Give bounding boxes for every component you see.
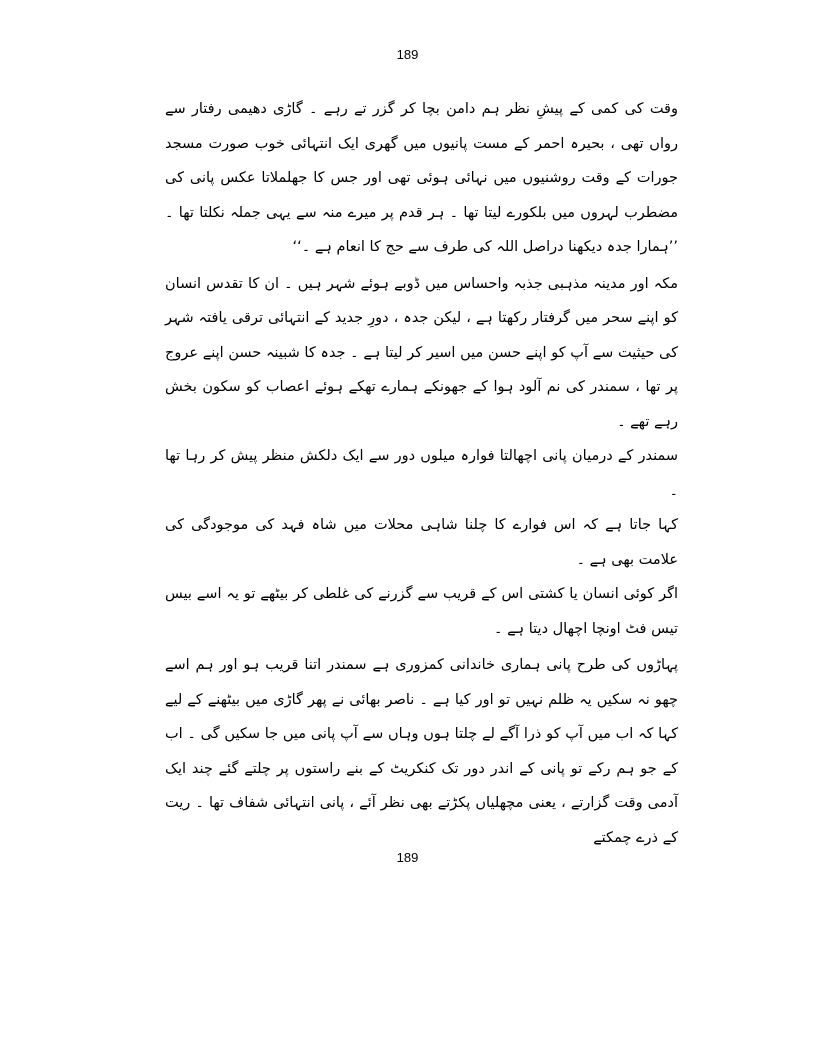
- paragraph: کہا جاتا ہے کہ اس فوارے کا چلنا شاہی محلات میں شاہ فہد کی موجودگی کی علامت بھی ہے ۔: [165, 517, 678, 568]
- page-number-top: 189: [396, 47, 419, 62]
- page-body-text: [165, 92, 678, 855]
- paragraph: مکہ اور مدینہ مذہبی جذبہ واحساس میں ڈوبے ہوئے شہر ہیں ۔ ان کا تقدس انسان کو اپنے سحر میں گرفتار رکھتا ہے ، لیکن جدہ ، دورِ جدید کے انتہائی ترقی یافتہ شہر کی حیثیت سے آپ کو اپنے حسن میں اسیر کر لیتا ہے ۔ جدہ کا شبینہ حسن اپنے عروج پر تھا ، سمندر کی نم آلود ہوا کے جھونکے ہمارے تھکے ہوئے اعصاب کو سکون بخش رہے تھے ۔: [165, 275, 678, 430]
- paragraph: پہاڑوں کی طرح پانی ہماری خاندانی کمزوری ہے سمندر اتنا قریب ہو اور ہم اسے چھو نہ سکیں یہ ظلم نہیں تو اور کیا ہے ۔ ناصر بھائی نے پھر گاڑی میں بیٹھنے کے لیے کہا کہ اب میں آپ کو ذرا آگے لے چلتا ہوں وہاں سے آپ پانی میں جا سکیں گی ۔ اب کے جو ہم رکے تو پانی کے اندر دور تک کنکریٹ کے بنے راستوں پر چلتے گئے چند ایک آدمی وقت گزارتے ، یعنی مچھلیاں پکڑتے بھی نظر آئے ، پانی انتہائی شفاف تھا ۔ ریت کے ذرے چمکتے: [165, 657, 678, 846]
- paragraph: وقت کی کمی کے پیشِ نظر ہم دامن بچا کر گزر تے رہے ۔ گاڑی دھیمی رفتار سے رواں تھی ، بحیرہ احمر کے مست پانیوں میں گھری ایک انتہائی خوب صورت مسجد جورات کے وقت روشنیوں میں نہائی ہوئی تھی اور جس کا جھلملاتا عکس پانی کی مضطرب لہروں میں بلکورے لیتا تھا ۔ ہر قدم پر میرے منہ سے یہی جملہ نکلتا تھا ۔ ’’ہمارا جدہ دیکھنا دراصل اللہ کی طرف سے حج کا انعام ہے ۔‘‘: [165, 101, 678, 255]
- paragraph: اگر کوئی انسان یا کشتی اس کے قریب سے گزرنے کی غلطی کر بیٹھے تو یہ اسے بیس تیس فٹ اونچا اچھال دیتا ہے ۔: [165, 586, 678, 637]
- paragraph: سمندر کے درمیان پانی اچھالتا فوارہ میلوں دور سے ایک دلکش منظر پیش کر رہا تھا ۔: [165, 448, 678, 499]
- page-number-bottom: 189: [396, 850, 419, 865]
